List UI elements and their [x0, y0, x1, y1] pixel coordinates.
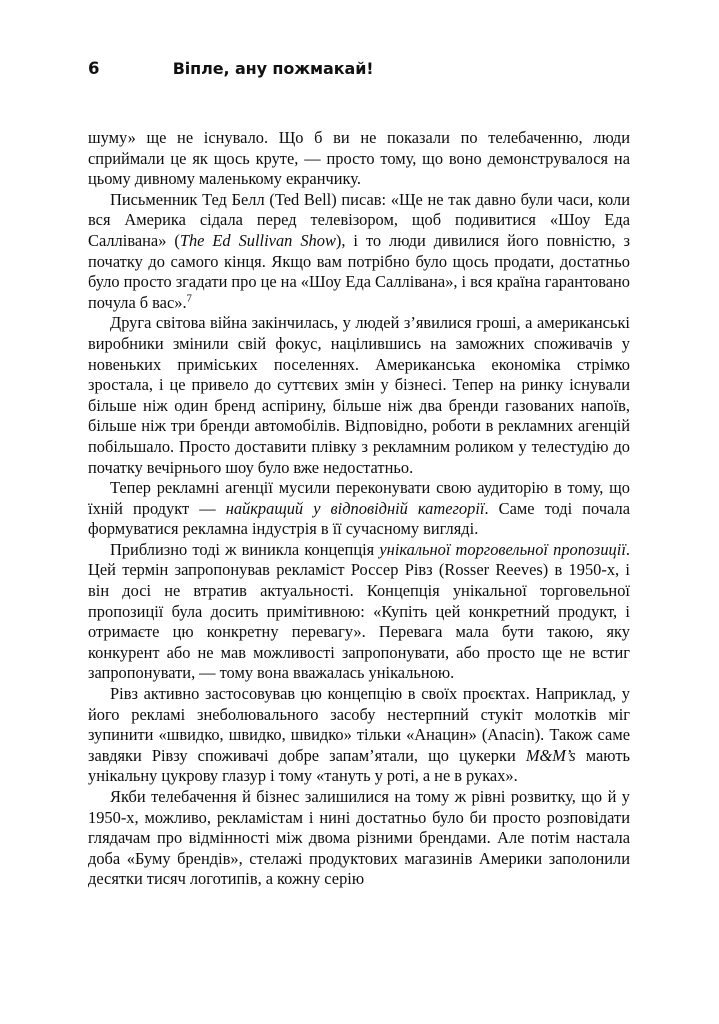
paragraph [88, 313, 630, 478]
paragraph [88, 684, 630, 787]
text-run: Письменник Тед Белл (Ted Bell) писав: «Ще не так давно були часи, коли вся Америка сідала перед телевізором, щоб подивитися «Шоу Еда Саллівана» ( [88, 189, 630, 250]
text-run: мають унікальну цукрову глазур і тому «тануть у роті, а не в руках». [88, 745, 630, 786]
text-run: . Саме тоді почала формуватися рекламна індустрія в її сучасному вигляді. [88, 498, 630, 539]
footnote-marker: 7 [186, 293, 192, 305]
text-run: шуму» ще не існувало. Що б ви не показали по телебаченню, люди сприймали це як щось круте, — просто тому, що воно демонструвалося на цьому дивному маленькому екранчику. [88, 128, 630, 189]
running-head [88, 56, 630, 82]
text-run: Якби телебачення й бізнес залишилися на тому ж рівні розвитку, що й у 1950-х, можливо, рекламістам і нині достатньо було би просто розповідати глядачам про відмінності між двома різними брендами. Але потім настала доба «Буму брендів», стелажі продуктових магазинів Америки заполонили десятки тисяч логотипів, а кожну серію [88, 787, 630, 889]
paragraph [88, 540, 630, 684]
text-run: ), і то люди дивилися його повністю, з початку до самого кінця. Якщо вам потрібно було щось продати, достатньо було просто згадати про це на «Шоу Еда Саллівана», і вся країна гарантовано почула б вас». [88, 230, 630, 312]
running-title: Віпле, ану пожмакай! [172, 59, 374, 78]
body-text-block [88, 128, 630, 890]
text-run: Друга світова війна закінчилась, у людей з’явилися гроші, а американські виробники змінили свій фокус, націлившись на заможних споживачів у новеньких приміських поселеннях. Американська економіка стрімко зростала, і це привело до суттєвих змін у бізнесі. Тепер на ринку існували більше ніж один бренд аспірину, більше ніж два бренди газованих напоїв, більше ніж три бренди автомобілів. Відповідно, роботи в рекламних агенцій побільшало. Просто доставити плівку з рекламним роликом у телестудію до початку вечірнього шоу було вже недостатньо. [88, 313, 630, 477]
text-run: Приблизно тоді ж виникла концепція [110, 539, 380, 559]
paragraph [88, 478, 630, 540]
paragraph [88, 190, 630, 314]
text-run: Тепер рекламні агенції мусили переконувати свою аудиторію в тому, що їхній продукт — [88, 478, 630, 518]
emphasis-text: M&M’s [525, 745, 576, 765]
emphasis-text: The Ed Sullivan Show [179, 230, 336, 250]
emphasis-text: унікальної торговельної пропозиції [379, 539, 626, 559]
page-number: 6 [88, 58, 100, 78]
text-run: . Цей термін запропонував рекламіст Россер Рівз (Rosser Reeves) в 1950-х, і він досі не втратив актуальності. Концепція унікальної торговельної пропозиції була досить примітивною: «Купіть цей конкретний продукт, і отримаєте цю конкретну перевагу». Перевага мала бути такою, яку конкурент або не мав можливості запропонувати, або просто ще не встиг запропонувати, — тому вона вважалась унікальною. [88, 539, 630, 683]
emphasis-text: найкращий у відповідній категорії [225, 498, 485, 518]
text-run: Рівз активно застосовував цю концепцію в своїх проєктах. Наприклад, у його рекламі знеболювального засобу нестерпний стукіт молотків міг зупинити «швидко, швидко, швидко» тільки «Анацин» (Anacin). Також саме завдяки Рівзу споживачі добре запам’ятали, що цукерки [88, 684, 630, 765]
paragraph [88, 787, 630, 890]
paragraph [88, 128, 630, 190]
